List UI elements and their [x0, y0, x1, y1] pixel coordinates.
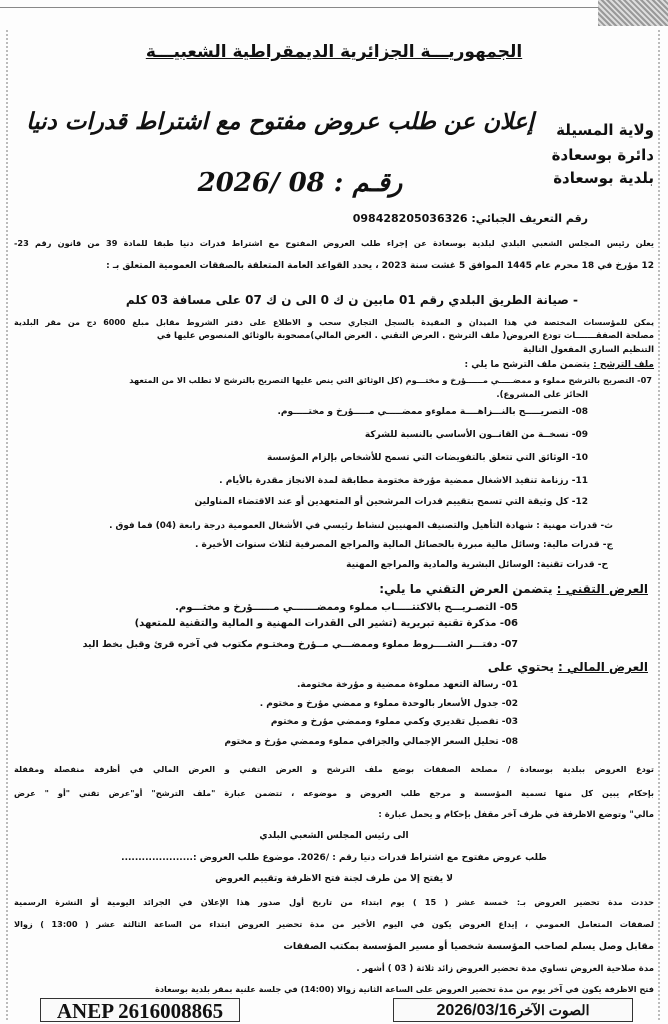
financial-intro: يحتوي على — [487, 660, 559, 674]
capacity-item: ث- قدرات مهنية : شهادة التأهيل والتصنيف المهنيين لنشاط رئيسي في الأشغال العمومية درجة رابعة (04) فما فوق . — [109, 521, 613, 531]
tax-id: رقم التعريف الجبائي: 098428205036326 — [352, 212, 588, 225]
technical-item: 05- التصـريـــح بالاكتتـــــاب مملوء وممضـــــــي مــــــؤرخ و مختـــوم. — [175, 602, 518, 613]
candidacy-item: 08- التصريـــــح بالنـــزاهــــة مملوءو ممضـــــي مـــــؤرخ و مختـــــوم. — [277, 407, 588, 417]
candidacy-item: الحائز على المشروع). — [496, 390, 588, 400]
deadline-line: لصفقات المتعامل العمومي ، إيداع العروض يكون في اليوم الأخير من مدة تحضير العروض ابتداء من الساعة الثالثة عشر ( 13:00 ) زوالا — [14, 919, 654, 929]
conditions-line: التنظيم الساري المفعول التالية — [523, 345, 654, 355]
technical-section — [14, 580, 648, 598]
technical-intro: يتضمن العرض التقني ما يلي: — [379, 582, 557, 596]
financial-item: 02- جدول الأسعار بالوحدة مملوء و ممضي مؤرخ و مختوم . — [259, 699, 518, 709]
candidacy-item: 11- رزنامة تنفيذ الاشغال ممضية مؤرخة مختومة مطابقة لمدة الانجاز مقدرة بالأيام . — [219, 476, 588, 486]
candidacy-item: 10- الوثائق التي تتعلق بالتفويضات التي تسمح للأشخاص بإلزام المؤسسة — [267, 453, 588, 463]
page-top-rule — [0, 0, 668, 8]
financial-heading: العرض المالي : — [558, 660, 648, 674]
technical-item: 06- مذكرة تقنية تبريرية (تشير الى القدرات المهنية و المالية والتقنية للمتعهد) — [134, 618, 518, 629]
scan-artifact — [598, 0, 668, 26]
candidacy-intro: يتضمن ملف الترشح ما يلي : — [464, 360, 594, 370]
submission-line: تودع العروض ببلدية بوسعادة / مصلحة الصفقات بوضع ملف الترشح و العرض التقني و العرض المالي في أظرفة منفصلة ومقفلة — [14, 764, 654, 774]
daira: دائرة بوسعادة — [551, 146, 654, 164]
deadline-line: مقابل وصل يسلم لصاحب المؤسسة شخصيا أو مسير المؤسسة بمكتب الصفقات — [283, 941, 654, 952]
candidacy-section — [14, 359, 654, 372]
technical-heading: العرض التقني : — [556, 582, 648, 596]
candidacy-item: 12- كل وثيقة التي تسمح بتقييم قدرات المرشحين أو المتعهدين أو عند الاقتضاء المناولين — [194, 497, 588, 507]
candidacy-heading: ملف الترشح : — [593, 360, 654, 370]
newspaper-name: الصوت الآخر — [516, 1002, 590, 1018]
financial-item: 08- تحليل السعر الإجمالي والجزافي مملوء وممضي مؤرخ و مختوم — [224, 737, 518, 747]
candidacy-item: 07- التصريح بالترشح مملوء و ممضـــــي مــــــؤرخ و مختـــوم (كل الوثائق التي ينص عليها التصريح بالترشح لا تطلب الا من المتعهد — [129, 375, 652, 385]
announcement-number: رقـم : 08 /2026 — [197, 168, 403, 198]
deadline-line: مدة صلاحية العروض تساوي مدة تحضير العروض زائد ثلاثة ( 03 ) أشهر . — [356, 964, 654, 974]
candidacy-item: 09- نسخــة من القانــون الأساسي بالنسبة للشركة — [364, 430, 588, 440]
wilaya: ولاية المسيلة — [556, 121, 654, 139]
submission-line: بإحكام يبين كل منها تسمية المؤسسة و مرجع طلب العروض و موضوعه ، تتضمن عبارة "ملف الترشح" أو"عرض تقني "أو " عرض — [14, 788, 654, 798]
republic-heading: الجمهوريـــة الجزائرية الديمقراطية الشعبيـــة — [145, 42, 523, 62]
financial-item: 01- رسالة التعهد مملوءة ممضية و مؤرخة مختومة. — [296, 680, 518, 690]
anep-reference: ANEP 2616008865 — [40, 998, 240, 1022]
submission-line: مالي" وتوضع الاظرفة في ظرف آخر مقفل بإحكام و يحمل عبارة : — [378, 810, 654, 820]
newspaper-stamp — [393, 998, 633, 1022]
baladia: بلدية بوسعادة — [553, 169, 654, 187]
financial-item: 03- تفصيل تقديري وكمي مملوء وممضي مؤرخ و مختوم — [270, 717, 518, 727]
announcement-title: إعلان عن طلب عروض مفتوح مع اشتراط قدرات دنيا — [26, 108, 534, 135]
intro-line: يعلن رئيس المجلس الشعبي البلدي لبلدية بوسعادة عن إجراء طلب العروض المفتوح مع اشتراط قدرات دنيا طبقا للمادة 39 من قانون رقم 23- — [14, 238, 654, 248]
publication-date: 2026/03/16 — [436, 1002, 517, 1019]
capacity-item: ج- قدرات مالية: وسائل مالية مبررة بالحصائل المالية والمراجع المصرفية لثلاث سنوات الأخيرة . — [194, 540, 613, 550]
envelope-notice: لا يفتح إلا من طرف لجنة فتح الاظرفة وتقييم العروض — [215, 874, 453, 884]
technical-item: 07- دفتـــر الشــــروط مملوء وممضـــي مــؤرخ ومختـوم مكتوب في آخره قرئ وقبل بخط اليد — [82, 639, 518, 650]
envelope-subject: طلب عروض مفتوح مع اشتراط قدرات دنيا رقم : /2026. موضوع طلب العروض :..................... — [121, 853, 547, 863]
intro-line: 12 مؤرخ في 18 محرم عام 1445 الموافق 5 غشت سنة 2023 ، يحدد القواعد العامة المتعلقة بالصفقات العمومية المتعلق بـ : — [106, 261, 654, 271]
deadline-line: فتح الاظرفة يكون في آخر يوم من مدة تحضير العروض على الساعة الثانية زوالا (14:00) في جلسة علنية بمقر بلدية بوسعادة — [155, 984, 654, 994]
conditions-line: يمكن للمؤسسات المختصة في هذا الميدان و المقيدة بالسجل التجاري سحب و الاطلاع على دفتر الشروط مقابل مبلغ 6000 دج من مقر البلدية — [14, 318, 654, 327]
financial-section — [14, 658, 648, 676]
envelope-recipient: الى رئيس المجلس الشعبي البلدي — [259, 831, 409, 841]
capacity-item: ح- قدرات تقنية: الوسائل البشرية والمادية والمراجع المهنية — [346, 560, 608, 570]
conditions-line: مصلحة الصفقـــــــات تودع العروض( ملف الترشح . العرض التقني . العرض المالي)مصحوبة بالوثائق المنصوص عليها في — [156, 331, 654, 341]
deadline-line: حددت مدة تحضير العروض بـ: خمسة عشر ( 15 ) يوم ابتداء من تاريخ أول صدور هذا الإعلان في الجرائد اليومية أو النشرة الرسمية — [14, 897, 655, 907]
project-title: - صيانة الطريق البلدي رقم 01 مابين ن ك 0 الى ن ك 07 على مسافة 03 كلم — [125, 293, 578, 307]
